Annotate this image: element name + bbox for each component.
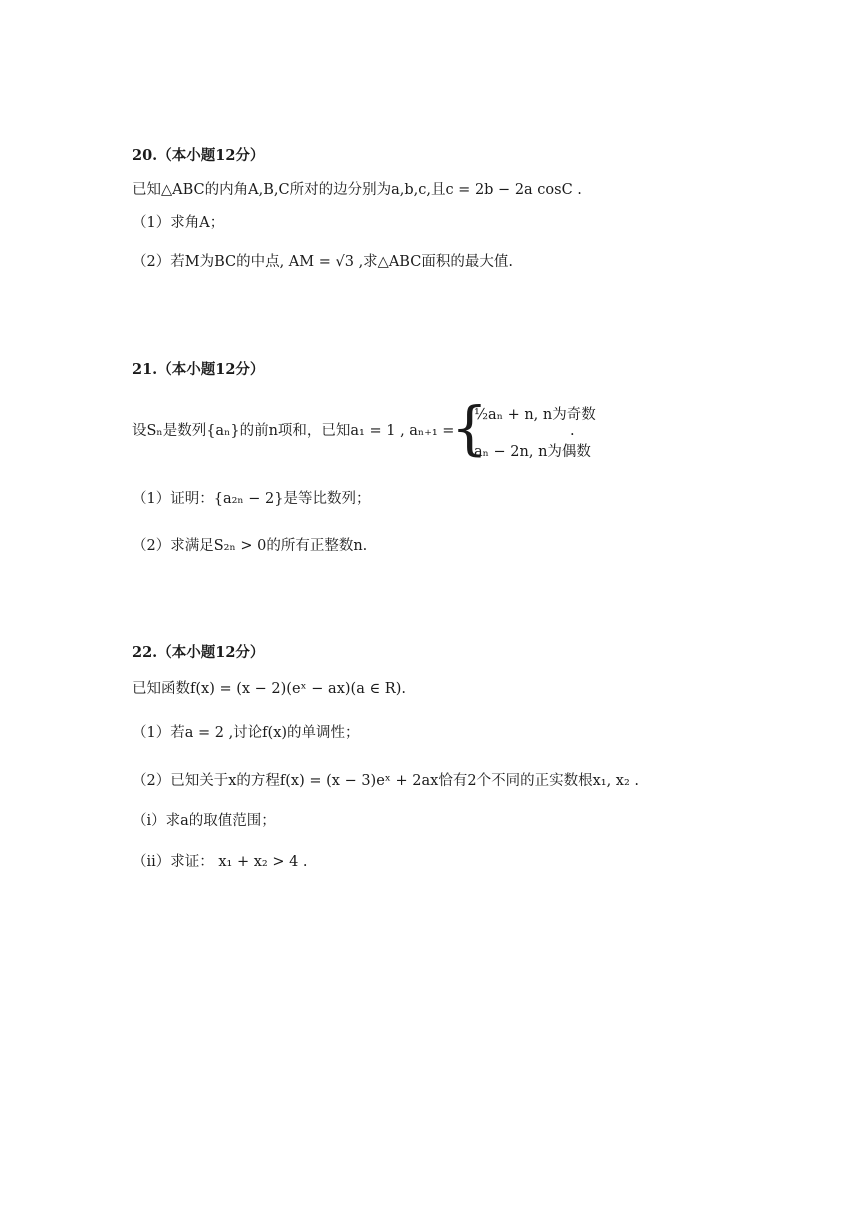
- q20-part2: （2）若M为BC的中点, AM = √3 ,求△ABC面积的最大值.: [132, 254, 513, 270]
- q20-stem: [132, 180, 582, 200]
- piecewise-brace: {: [451, 394, 488, 462]
- q22-part2-i: （i）求a的取值范围；: [132, 813, 276, 829]
- q21-case-even: aₙ − 2n, n为偶数: [474, 444, 591, 460]
- q22-stem: 已知函数f(x) = (x − 2)(eˣ − ax)(a ∈ R).: [132, 681, 406, 697]
- q20-stem-text: 已知△ABC的内角A,B,C所对的边分别为a,b,c,且c = 2b − 2a cosC .: [132, 182, 582, 198]
- q21-part2: （2）求满足S₂ₙ > 0的所有正整数n.: [132, 538, 368, 554]
- q20-title: 20.（本小题12分）: [132, 147, 265, 164]
- q22-part2-ii: （ii）求证： x₁ + x₂ > 4 .: [132, 854, 308, 870]
- q21-stem: 设Sₙ是数列{aₙ}的前n项和，已知a₁ = 1 , aₙ₊₁ =: [132, 423, 455, 439]
- q20-part1: （1）求角A；: [132, 215, 225, 231]
- q22-part1: （1）若a = 2 ,讨论f(x)的单调性；: [132, 725, 360, 741]
- q22-part2: （2）已知关于x的方程f(x) = (x − 3)eˣ + 2ax恰有2个不同的正实数根x₁, x₂ .: [132, 773, 639, 789]
- q21-part1: （1）证明：{a₂ₙ − 2}是等比数列；: [132, 491, 371, 507]
- q21-case-odd: ½aₙ + n, n为奇数: [474, 407, 596, 423]
- q21-title: 21.（本小题12分）: [132, 361, 265, 378]
- q21-stem-period: .: [570, 423, 575, 439]
- q22-title: 22.（本小题12分）: [132, 644, 265, 661]
